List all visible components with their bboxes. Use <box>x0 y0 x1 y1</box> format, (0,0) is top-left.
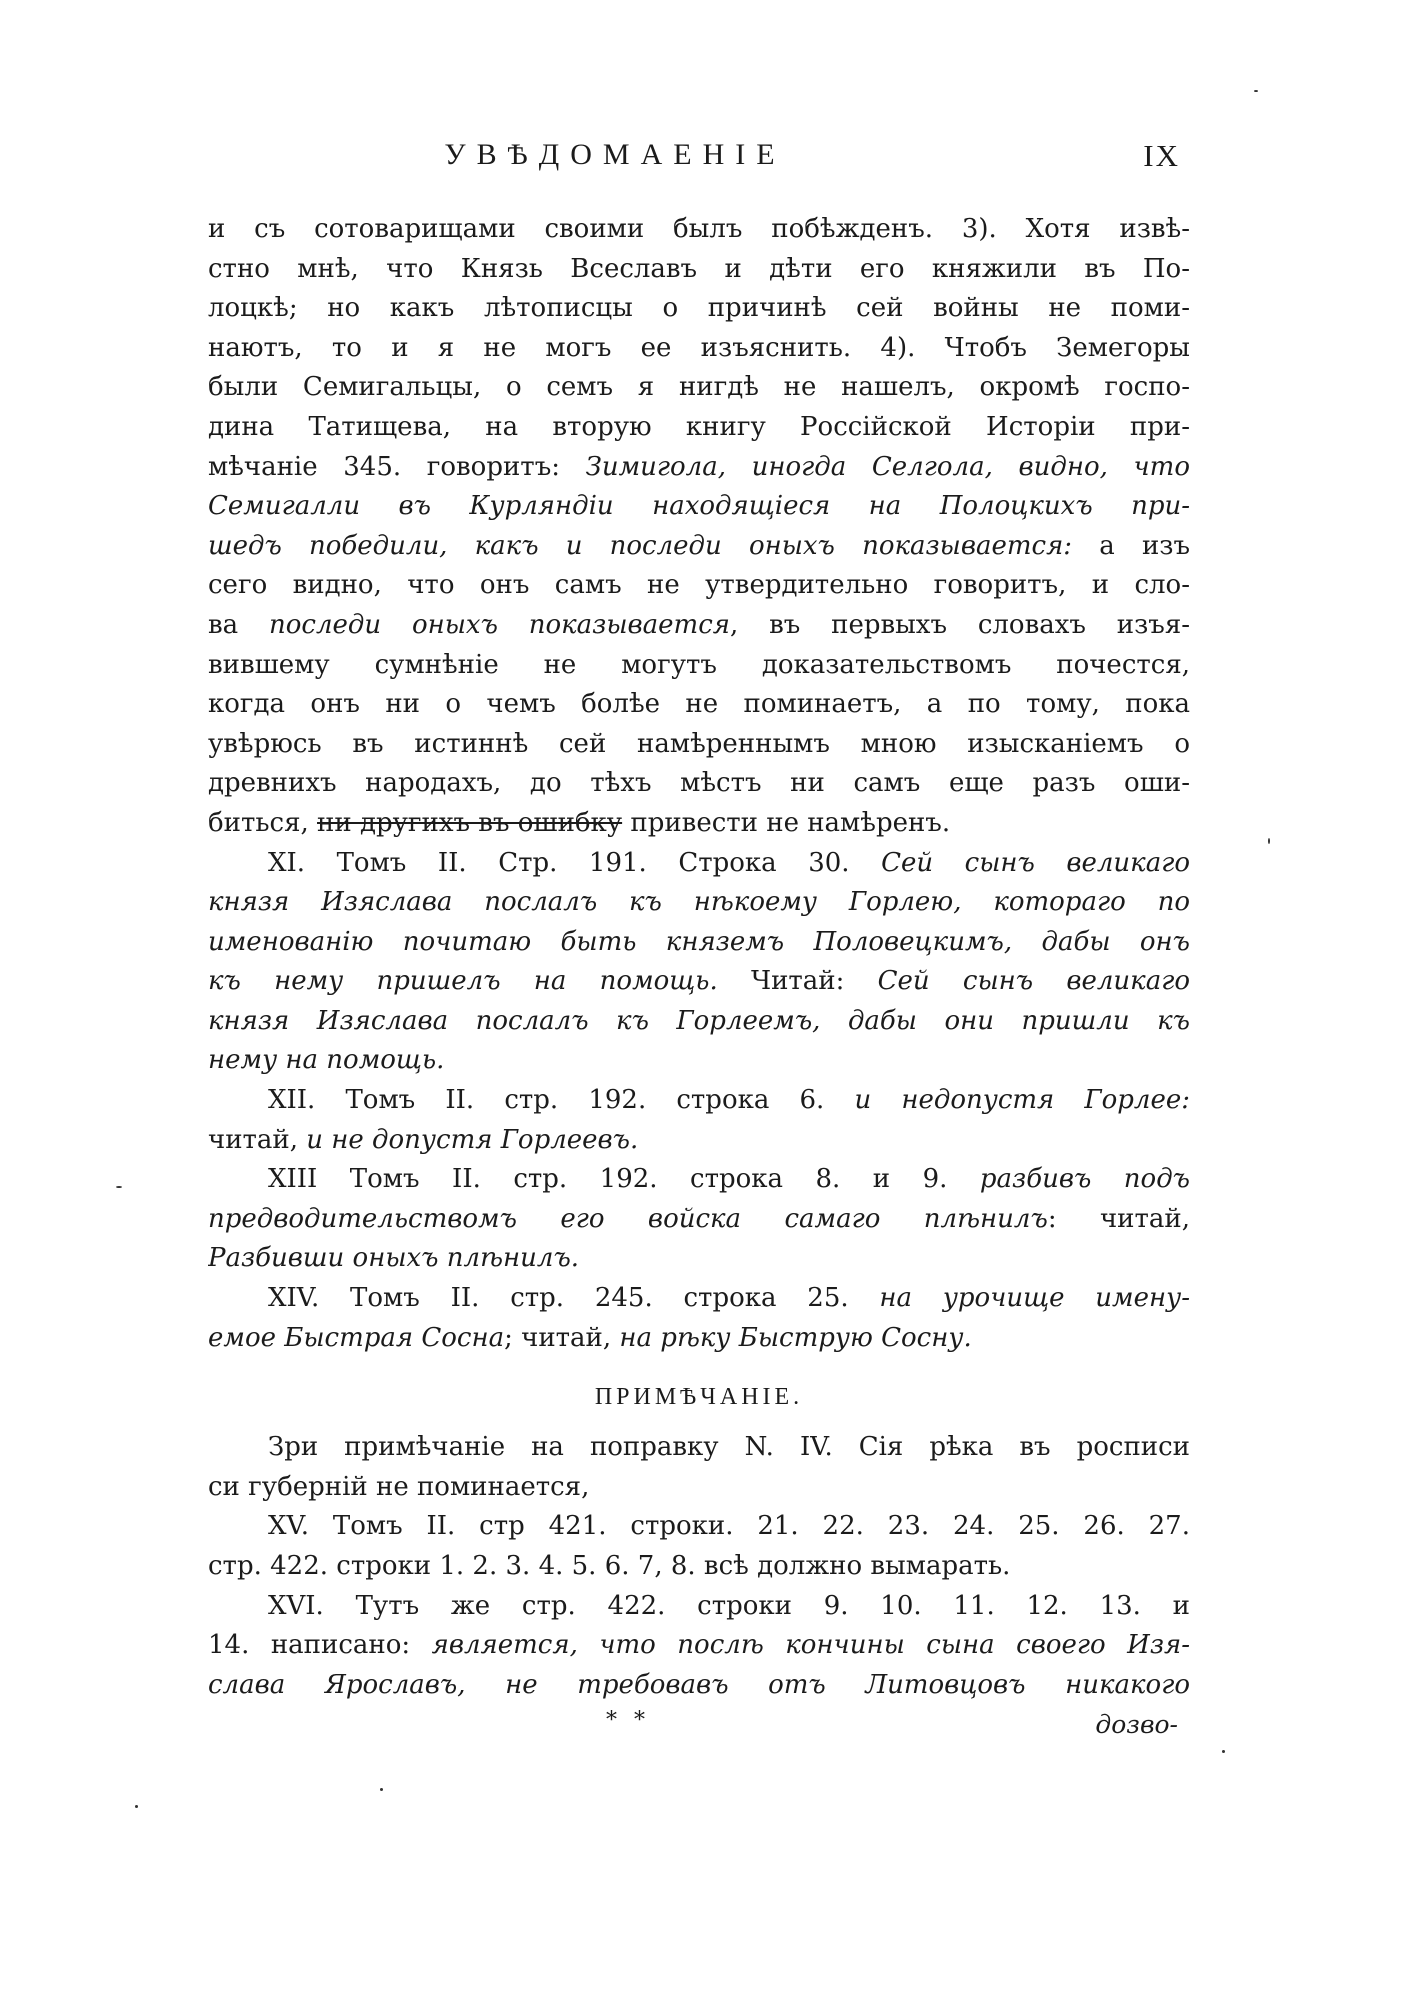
scan-speck <box>135 1805 138 1808</box>
page-body <box>208 210 1190 1705</box>
text-run: : читай, <box>1047 1203 1190 1234</box>
text-line: лоцкѣ; но какъ лѣтописцы о причинѣ сей войны не поми- <box>208 293 1190 324</box>
signature-mark: * * <box>606 1708 650 1733</box>
quotation-run: Зимигола, иногда Селгола, видно, что <box>585 451 1190 482</box>
quotation-run: Разбивши оныхъ плѣнилъ. <box>208 1243 580 1274</box>
quotation-run: именованію почитаю быть княземъ Половецкимъ, дабы онъ <box>208 926 1190 957</box>
text-line <box>208 923 1190 963</box>
text-line <box>208 1121 1190 1161</box>
text-line <box>208 844 1190 884</box>
quotation-run: и недопустя Горлее: <box>854 1085 1190 1116</box>
quotation-run: нему на помощь. <box>208 1045 445 1076</box>
scan-speck <box>1254 90 1258 92</box>
page-header <box>210 138 1200 182</box>
text-line <box>208 804 1190 844</box>
text-run: XII. Томъ II. стр. 192. строка 6. <box>268 1085 855 1116</box>
text-line <box>208 1200 1190 1240</box>
text-line <box>208 606 1190 646</box>
text-line <box>208 487 1190 527</box>
text-run: , въ первыхъ словахъ изъя- <box>729 609 1190 640</box>
text-line: и съ сотоварищами своими былъ побѣжденъ. 3). Хотя извѣ- <box>208 214 1190 244</box>
text-line: XVI. Тутъ же стр. 422. строки 9. 10. 11. 12. 13. и <box>268 1590 1190 1621</box>
quotation-run: Сей сынъ великаго <box>881 847 1190 878</box>
quotation-run: последи оныхъ показывается <box>268 609 730 640</box>
text-line <box>208 962 1190 1002</box>
text-line: древнихъ народахъ, до тѣхъ мѣстъ ни самъ еще разъ оши- <box>208 768 1190 799</box>
quotation-run: и не допустя Горлеевъ. <box>306 1124 639 1155</box>
quotation-run: предводительствомъ его войска самаго плѣнилъ <box>208 1203 1048 1234</box>
text-line: были Семигальцы, о семъ я нигдѣ не нашелъ, окромѣ госпо- <box>208 372 1190 403</box>
note-paragraph <box>208 1428 1190 1507</box>
text-line <box>208 1081 1190 1121</box>
text-line <box>208 1041 1190 1081</box>
text-line: си губерній не поминается, <box>208 1471 590 1502</box>
quotation-run: Семигалли въ Курляндіи находящіеся на Полоцкихъ при- <box>208 491 1190 522</box>
quotation-run: князя Изяслава послалъ къ Горлеемъ, дабы они пришли къ <box>208 1005 1190 1036</box>
section-heading: ПРИМѢЧАНІЕ. <box>594 1384 804 1411</box>
text-run: биться, <box>208 807 318 838</box>
text-line <box>208 448 1190 488</box>
paragraph-continuation <box>208 210 1190 844</box>
text-line <box>208 1160 1190 1200</box>
quotation-run: является, что послѣ кончины сына своего Изя- <box>431 1630 1190 1661</box>
scan-speck <box>1222 1750 1225 1753</box>
catchword: дозво- <box>1095 1710 1178 1739</box>
struck-text: ни другихъ въ ошибку <box>317 807 623 838</box>
correction-item-xiv <box>208 1279 1190 1358</box>
text-line: увѣрюсь въ истиннѣ сей намѣреннымъ мною изысканіемъ о <box>208 728 1190 759</box>
correction-item-xii <box>208 1081 1190 1160</box>
text-run: 14. написано: <box>208 1630 432 1661</box>
quotation-run: князя Изяслава послалъ къ нѣкоему Горлею, котораго по <box>208 887 1190 918</box>
text-line: наютъ, то и я не могъ ее изъяснить. 4). Чтобъ Земегоры <box>208 332 1190 363</box>
text-line <box>208 1279 1190 1319</box>
text-line <box>208 1319 1190 1359</box>
text-run: XI. Томъ II. Стр. 191. Строка 30. <box>268 847 882 878</box>
text-line: Зри примѣчаніе на поправку N. IV. Сія рѣка въ росписи <box>268 1432 1190 1463</box>
text-run: XIII Томъ II. стр. 192. строка 8. и 9. <box>268 1164 980 1195</box>
text-line <box>208 527 1190 567</box>
text-line <box>208 1626 1190 1666</box>
text-run: Читай: <box>717 966 878 997</box>
correction-item-xi <box>208 844 1190 1082</box>
text-run: ва <box>208 609 269 640</box>
text-run: а изъ <box>1072 530 1190 561</box>
correction-item-xv <box>208 1507 1190 1586</box>
quotation-run: къ нему пришелъ на помощь. <box>208 966 718 997</box>
text-line: когда онъ ни о чемъ болѣе не поминаетъ, а по тому, пока <box>208 689 1190 720</box>
text-line: вившему сумнѣніе не могутъ доказательствомъ почестся, <box>208 649 1190 680</box>
quotation-run: емое Быстрая Сосна <box>208 1322 505 1353</box>
page-number: IX <box>1143 138 1180 173</box>
text-run: ; читай, <box>504 1322 620 1353</box>
text-run: XIV. Томъ II. стр. 245. строка 25. <box>268 1283 880 1314</box>
text-line <box>208 1002 1190 1042</box>
quotation-run: на урочище имену- <box>879 1283 1190 1314</box>
text-line: XV. Томъ II. стр 421. строки. 21. 22. 23. 24. 25. 26. 27. <box>268 1511 1190 1542</box>
quotation-run: Сей сынъ великаго <box>877 966 1190 997</box>
text-run: читай, <box>208 1124 307 1155</box>
text-line <box>208 1239 1190 1279</box>
text-line <box>208 883 1190 923</box>
scan-speck <box>116 1186 122 1188</box>
quotation-run: слава Ярославъ, не требовавъ отъ Литовцовъ никакого <box>208 1669 1190 1700</box>
quotation-run: разбивъ подъ <box>979 1164 1190 1195</box>
text-run: мѣчаніе 345. говоритъ: <box>208 451 586 482</box>
text-run: привести не намѣренъ. <box>622 807 951 838</box>
correction-item-xiii <box>208 1160 1190 1279</box>
text-line <box>208 1666 1190 1706</box>
scan-speck <box>1268 838 1270 844</box>
quotation-run: шедъ победили, какъ и последи оныхъ показывается: <box>208 530 1073 561</box>
text-line: дина Татищева, на вторую книгу Россійской Исторіи при- <box>208 411 1190 442</box>
text-line: сего видно, что онъ самъ не утвердительно говоритъ, и сло- <box>208 570 1190 601</box>
running-title: УВѢДОМАЕНІЕ <box>444 138 786 171</box>
quotation-run: на рѣку Быструю Сосну. <box>619 1322 972 1353</box>
text-line: стр. 422. строки 1. 2. 3. 4. 5. 6. 7, 8. всѣ должно вымарать. <box>208 1551 1011 1581</box>
text-line: стно мнѣ, что Князь Всеславъ и дѣти его княжили въ По- <box>208 253 1190 284</box>
correction-item-xvi <box>208 1587 1190 1706</box>
scan-speck <box>380 1788 383 1791</box>
